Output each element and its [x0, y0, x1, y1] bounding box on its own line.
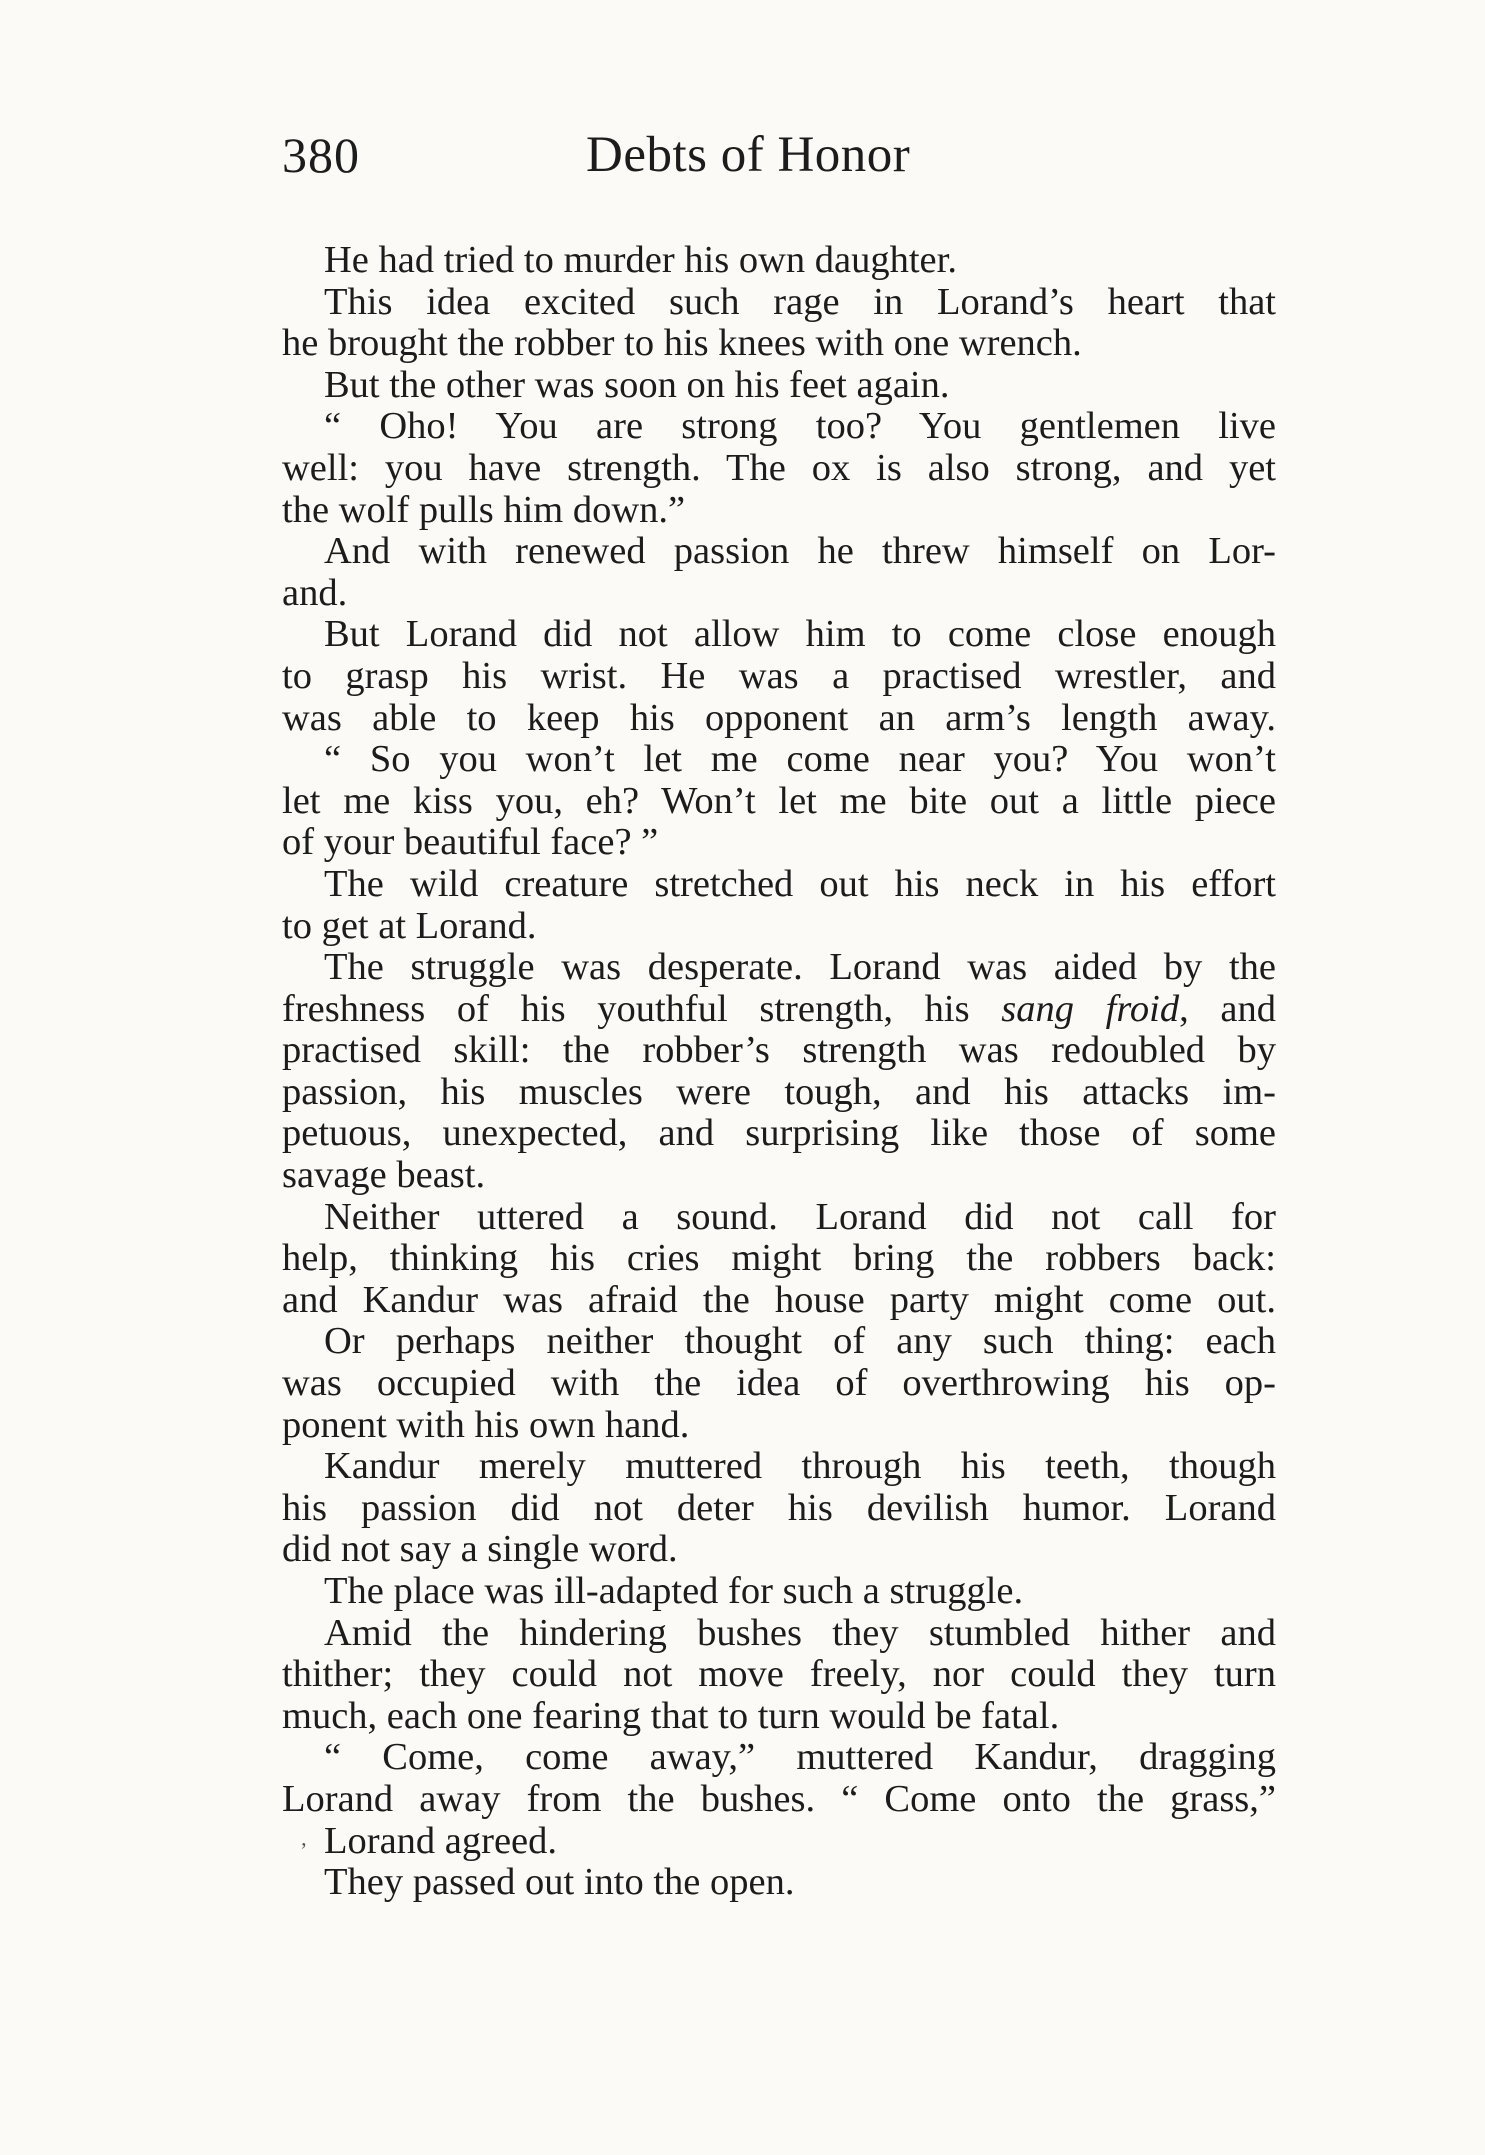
italic-phrase: sang froid [1001, 987, 1180, 1030]
text-line: The wild creature stretched out his neck in his effort [324, 862, 1276, 905]
text-line: petuous, unexpected, and surprising like those of some [282, 1112, 1276, 1155]
text-line: He had tried to murder his own daughter. [324, 239, 957, 281]
text-line: Neither uttered a sound. Lorand did not call for [324, 1195, 1276, 1238]
text-line: help, thinking his cries might bring the robbers back: [282, 1237, 1276, 1280]
text-line: freshness of his youthful strength, his sang froid, and [282, 987, 1276, 1030]
text-line: savage beast. [282, 1154, 486, 1197]
text-line: to grasp his wrist. He was a practised wrestler, and [282, 654, 1276, 697]
text-line: practised skill: the robber’s strength was redoubled by [282, 1029, 1276, 1072]
text-line: did not say a single word. [282, 1528, 678, 1571]
text-line: The struggle was desperate. Lorand was aided by the [324, 946, 1276, 989]
text-line: and Kandur was afraid the house party might come out. [282, 1278, 1276, 1321]
text-line: Kandur merely muttered through his teeth, though [324, 1445, 1276, 1488]
text-line: of your beautiful face? ” [282, 821, 659, 864]
text-line: “ Oho! You are strong too? You gentlemen live [324, 405, 1276, 448]
text-line: let me kiss you, eh? Won’t let me bite out a little piece [282, 779, 1276, 822]
text-line: he brought the robber to his knees with one wrench. [282, 322, 1082, 365]
text-line: This idea excited such rage in Lorand’s heart that [324, 280, 1276, 323]
text-line: “ So you won’t let me come near you? You won’t [324, 738, 1276, 781]
text-line: But Lorand did not allow him to come close enough [324, 613, 1276, 656]
text-line: his passion did not deter his devilish humor. Lorand [282, 1486, 1276, 1529]
text-line: And with renewed passion he threw himself on Lor- [324, 530, 1276, 573]
text-line: ponent with his own hand. [282, 1403, 690, 1446]
running-head [282, 126, 1282, 186]
text-line: passion, his muscles were tough, and his attacks im- [282, 1070, 1276, 1113]
running-title: Debts of Honor [586, 127, 911, 183]
text-line: was able to keep his opponent an arm’s length away. [282, 696, 1276, 739]
text-line: was occupied with the idea of overthrowing his op- [282, 1362, 1276, 1405]
text-line: well: you have strength. The ox is also strong, and yet [282, 446, 1276, 489]
text-line: much, each one fearing that to turn would be fatal. [282, 1694, 1060, 1737]
text-line: Lorand agreed. [324, 1819, 558, 1862]
page-number: 380 [282, 127, 360, 183]
text-line: Lorand away from the bushes. “ Come onto the grass,” [282, 1777, 1276, 1820]
margin-pencil-mark: ʼ [300, 1838, 308, 1863]
body-text [282, 240, 1276, 1904]
text-line: the wolf pulls him down.” [282, 488, 686, 531]
text-line: to get at Lorand. [282, 904, 537, 947]
text-line: Or perhaps neither thought of any such thing: each [324, 1320, 1276, 1363]
text-line: and. [282, 571, 348, 614]
text-line: They passed out into the open. [324, 1861, 795, 1904]
text-line: “ Come, come away,” muttered Kandur, dragging [324, 1736, 1276, 1779]
text-line: The place was ill-adapted for such a struggle. [324, 1570, 1024, 1612]
text-line: thither; they could not move freely, nor could they turn [282, 1653, 1276, 1696]
text-line: But the other was soon on his feet again. [324, 363, 950, 406]
text-line: Amid the hindering bushes they stumbled hither and [324, 1611, 1276, 1654]
